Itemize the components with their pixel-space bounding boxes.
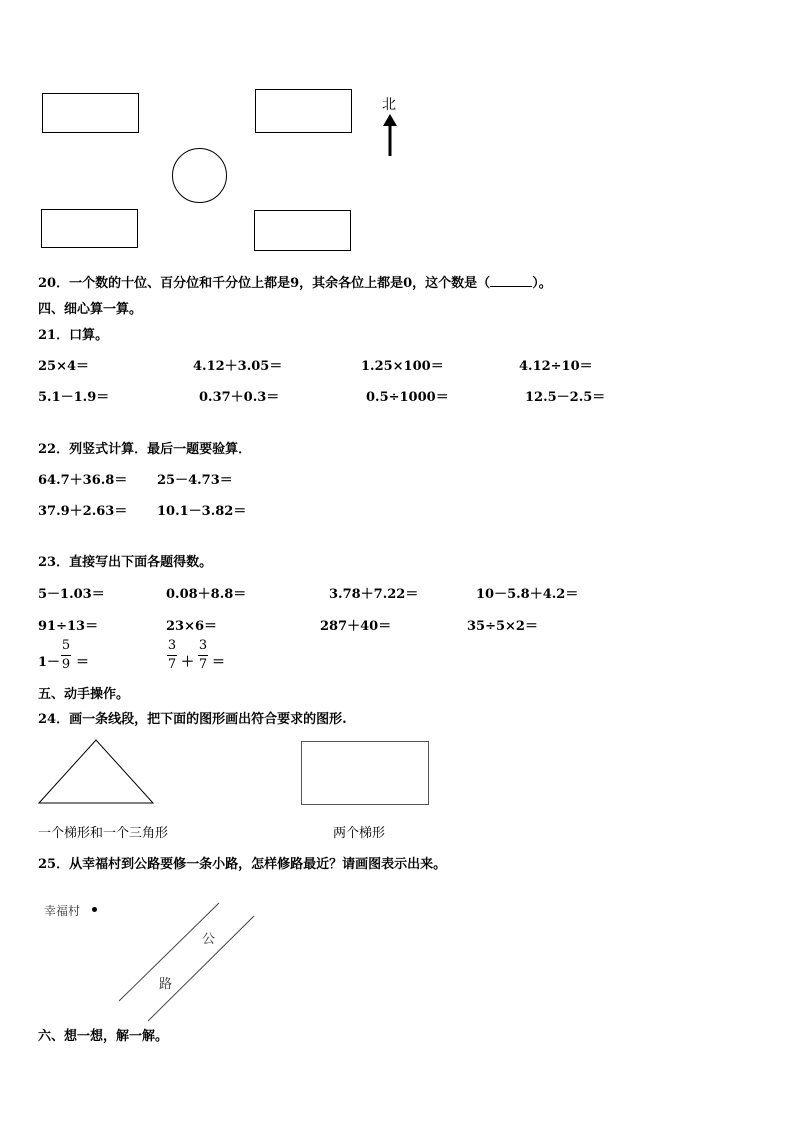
q23-item: 5－1.03＝: [38, 587, 105, 602]
denominator: 9: [61, 657, 71, 672]
q22-title: 22．列竖式计算．最后一题要验算．: [38, 442, 252, 457]
q25-title: 25．从幸福村到公路要修一条小路，怎样修路最近？请画图表示出来。: [38, 857, 447, 872]
denominator: 7: [198, 657, 208, 672]
q21-item: 25×4＝: [38, 359, 90, 374]
q23-item: 287＋40＝: [320, 619, 392, 634]
section-5-heading: 五、动手操作。: [38, 687, 130, 702]
road-char-1: 公: [202, 932, 216, 947]
q23-title: 23．直接写出下面各题得数。: [38, 555, 213, 570]
q20-text: 20．一个数的十位、百分位和千分位上都是9，其余各位上都是0，这个数是（ ）。: [38, 276, 552, 291]
fraction-plus: ＋: [181, 655, 195, 670]
q23-item: 23×6＝: [166, 619, 218, 634]
q21-item: 12.5－2.5＝: [525, 390, 606, 405]
village-label: 幸福村: [44, 904, 81, 918]
q21-item: 4.12÷10＝: [519, 359, 593, 374]
q23-item: 0.08＋8.8＝: [166, 587, 247, 602]
road-char-2: 路: [159, 977, 173, 992]
q21-item: 5.1－1.9＝: [38, 390, 110, 405]
q21-item: 1.25×100＝: [361, 359, 444, 374]
q24-title: 24．画一条线段，把下面的图形画出符合要求的图形.: [38, 712, 347, 727]
q21-item: 0.37＋0.3＝: [199, 390, 280, 405]
q23-item: 91÷13＝: [38, 619, 99, 634]
section-4-heading: 四、细心算一算。: [38, 302, 143, 317]
numerator: 3: [198, 638, 208, 653]
q21-item: 4.12＋3.05＝: [193, 359, 283, 374]
q23-item: 3.78＋7.22＝: [329, 587, 419, 602]
q22-item: 10.1－3.82＝: [157, 504, 247, 519]
q22-item: 37.9＋2.63＝: [38, 504, 128, 519]
q22-item: 64.7＋36.8＝: [38, 473, 128, 488]
numerator: 5: [61, 638, 71, 653]
fraction-expr-a-suffix: ＝: [76, 655, 90, 670]
section-6-heading: 六、想一想，解一解。: [38, 1029, 169, 1044]
q22-item: 25－4.73＝: [157, 473, 233, 488]
q23-item: 10－5.8＋4.2＝: [476, 587, 579, 602]
caption-right: 两个梯形: [333, 826, 386, 841]
north-label: 北: [382, 97, 396, 113]
fraction-expr-b-suffix: ＝: [212, 655, 226, 670]
q21-title: 21．口算。: [38, 328, 109, 343]
caption-left: 一个梯形和一个三角形: [38, 826, 169, 841]
q23-item: 35÷5×2＝: [467, 619, 538, 634]
q21-item: 0.5÷1000＝: [366, 390, 449, 405]
denominator: 7: [167, 657, 177, 672]
numerator: 3: [167, 638, 177, 653]
fraction-expr-a-prefix: 1－: [38, 655, 61, 670]
